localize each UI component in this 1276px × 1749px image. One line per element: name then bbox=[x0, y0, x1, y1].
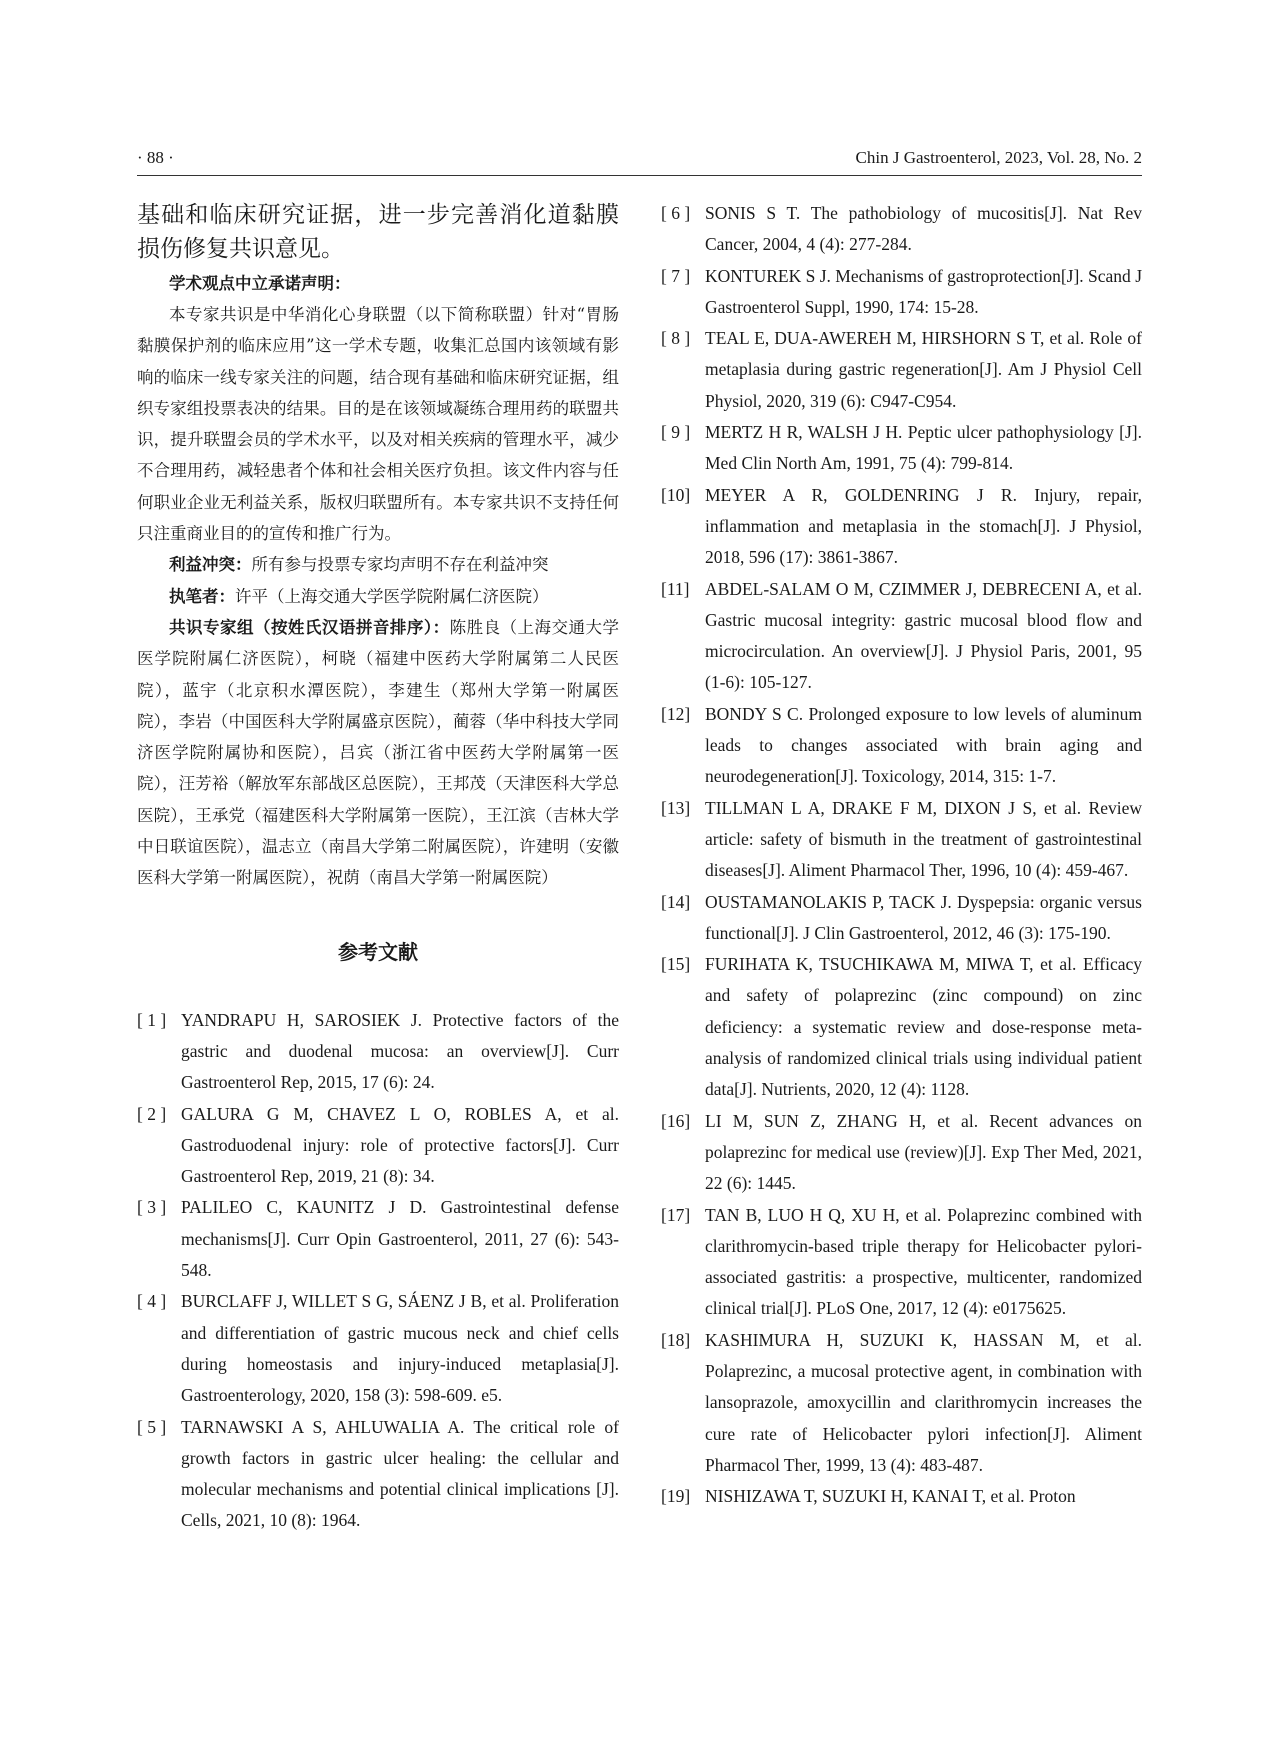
reference-item bbox=[661, 793, 1142, 887]
conflict-label: 利益冲突： bbox=[169, 555, 252, 575]
reference-text: TEAL E, DUA-AWEREH M, HIRSHORN S T, et al. Role of metaplasia during gastric regeneration[J]. Am J Physiol Cell Physiol, 2020, 319 (6): C947-C954. bbox=[705, 328, 1142, 411]
reference-number: [18] bbox=[661, 1329, 691, 1350]
reference-number: [ 2 ] bbox=[137, 1103, 167, 1124]
reference-number: [11] bbox=[661, 578, 690, 599]
left-column bbox=[137, 198, 619, 1537]
reference-item bbox=[661, 198, 1142, 261]
reference-text: TAN B, LUO H Q, XU H, et al. Polaprezinc combined with clarithromycin-based triple therapy for Helicobacter pylori-associated gastritis: a prospective, multicenter, randomized clinical trial[J]. PLoS One, 2017, 12 (4): e0175625. bbox=[705, 1204, 1142, 1319]
reference-text: MERTZ H R, WALSH J H. Peptic ulcer pathophysiology [J]. Med Clin North Am, 1991, 75 (4): 799-814. bbox=[705, 422, 1142, 474]
reference-number: [ 8 ] bbox=[661, 328, 691, 349]
reference-number: [ 4 ] bbox=[137, 1291, 167, 1312]
reference-number: [17] bbox=[661, 1204, 691, 1225]
panel-text: 陈胜良（上海交通大学医学院附属仁济医院），柯晓（福建中医药大学附属第二人民医院），蓝宇（北京积水潭医院），李建生（郑州大学第一附属医院），李岩（中国医科大学附属盛京医院），蔺蓉（华中科技大学同济医学院附属协和医院），吕宾（浙江省中医药大学附属第一医院），汪芳裕（解放军东部战区总医院），王邦茂（天津医科大学总医院），王承党（福建医科大学附属第一医院），王江滨（吉林大学中日联谊医院），温志立（南昌大学第二附属医院），许建明（安徽医科大学第一附属医院），祝荫（南昌大学第一附属医院） bbox=[137, 617, 620, 888]
reference-item bbox=[137, 1192, 619, 1286]
reference-number: [10] bbox=[661, 484, 691, 505]
reference-text: NISHIZAWA T, SUZUKI H, KANAI T, et al. Proton bbox=[705, 1486, 1076, 1507]
author-line bbox=[137, 581, 619, 612]
reference-item bbox=[661, 480, 1142, 574]
reference-number: [ 5 ] bbox=[137, 1416, 167, 1437]
reference-number: [13] bbox=[661, 797, 691, 818]
reference-text: GALURA G M, CHAVEZ L O, ROBLES A, et al. Gastroduodenal injury: role of protective factors[J]. Curr Gastroenterol Rep, 2019, 21 (8): 34. bbox=[181, 1103, 619, 1187]
reference-item bbox=[137, 1286, 619, 1411]
reference-number: [ 3 ] bbox=[137, 1197, 167, 1218]
reference-item bbox=[661, 887, 1142, 950]
reference-item bbox=[661, 1481, 1142, 1512]
reference-item bbox=[137, 1099, 619, 1193]
reference-item bbox=[137, 1005, 619, 1099]
references-heading: 参考文献 bbox=[338, 939, 418, 964]
author-label: 执笔者： bbox=[169, 586, 235, 606]
reference-item bbox=[661, 323, 1142, 417]
statement-body: 本专家共识是中华消化心身联盟（以下简称联盟）针对“胃肠黏膜保护剂的临床应用”这一学术专题，收集汇总国内该领域有影响的临床一线专家关注的问题，结合现有基础和临床研究证据，组织专家组投票表决的结果。目的是在该领域凝练合理用药的联盟共识，提升联盟会员的学术水平，以及对相关疾病的管理水平，减少不合理用药，减轻患者个体和社会相关医疗负担。该文件内容与任何职业企业无利益关系，版权归联盟所有。本专家共识不支持任何只注重商业目的的宣传和推广行为。 bbox=[137, 305, 619, 544]
reference-text: TILLMAN L A, DRAKE F M, DIXON J S, et al. Review article: safety of bismuth in the treatment of gastrointestinal diseases[J]. Aliment Pharmacol Ther, 1996, 10 (4): 459-467. bbox=[705, 797, 1142, 881]
page-number: · 88 · bbox=[137, 148, 174, 167]
reference-text: YANDRAPU H, SAROSIEK J. Protective factors of the gastric and duodenal mucosa: an overview[J]. Curr Gastroenterol Rep, 2015, 17 (6): 24. bbox=[181, 1009, 619, 1093]
reference-item bbox=[661, 699, 1142, 793]
reference-item bbox=[137, 1412, 619, 1537]
reference-text: MEYER A R, GOLDENRING J R. Injury, repair, inflammation and metaplasia in the stomach[J]. J Physiol, 2018, 596 (17): 3861-3867. bbox=[705, 484, 1142, 568]
reference-number: [15] bbox=[661, 954, 691, 975]
reference-number: [12] bbox=[661, 703, 691, 724]
reference-number: [ 1 ] bbox=[137, 1009, 167, 1030]
reference-number: [ 6 ] bbox=[661, 203, 691, 223]
reference-number: [16] bbox=[661, 1110, 691, 1131]
reference-text: PALILEO C, KAUNITZ J D. Gastrointestinal defense mechanisms[J]. Curr Opin Gastroenterol, 2011, 27 (6): 543-548. bbox=[181, 1197, 619, 1281]
reference-number: [ 7 ] bbox=[661, 265, 691, 286]
panel-paragraph bbox=[137, 612, 619, 894]
reference-text: KONTUREK S J. Mechanisms of gastroprotection[J]. Scand J Gastroenterol Suppl, 1990, 174: 15-28. bbox=[705, 265, 1142, 317]
reference-item bbox=[661, 574, 1142, 699]
reference-item bbox=[661, 1106, 1142, 1200]
conflict-text: 所有参与投票专家均声明不存在利益冲突 bbox=[251, 555, 549, 575]
reference-item bbox=[661, 417, 1142, 480]
reference-text: SONIS S T. The pathobiology of mucositis[J]. Nat Rev Cancer, 2004, 4 (4): 277-284. bbox=[705, 203, 1142, 255]
reference-number: [14] bbox=[661, 891, 691, 912]
reference-item bbox=[661, 1325, 1142, 1481]
reference-text: BONDY S C. Prolonged exposure to low levels of aluminum leads to changes associated with brain aging and neurodegeneration[J]. Toxicology, 2014, 315: 1-7. bbox=[705, 703, 1142, 787]
header-rule bbox=[137, 175, 1142, 176]
reference-text: ABDEL-SALAM O M, CZIMMER J, DEBRECENI A, et al. Gastric mucosal integrity: gastric mucosal blood flow and microcirculation. An overview[J]. J Physiol Paris, 2001, 95 (1-6): 105-127. bbox=[705, 578, 1142, 693]
journal-citation: Chin J Gastroenterol, 2023, Vol. 28, No. 2 bbox=[855, 148, 1142, 167]
reference-number: [ 9 ] bbox=[661, 422, 691, 443]
reference-text: BURCLAFF J, WILLET S G, SÁENZ J B, et al. Proliferation and differentiation of gastric mucous neck and chief cells during homeostasis and injury-induced metaplasia[J]. Gastroenterology, 2020, 158 (3): 598-609. e5. bbox=[181, 1291, 619, 1406]
reference-number: [19] bbox=[661, 1486, 691, 1507]
lead-paragraph: 基础和临床研究证据，进一步完善消化道黏膜损伤修复共识意见。 bbox=[137, 202, 619, 262]
reference-text: LI M, SUN Z, ZHANG H, et al. Recent advances on polaprezinc for medical use (review)[J]. Exp Ther Med, 2021, 22 (6): 1445. bbox=[705, 1110, 1142, 1194]
right-column bbox=[661, 198, 1142, 1512]
panel-label: 共识专家组（按姓氏汉语拼音排序）： bbox=[169, 617, 450, 637]
reference-item bbox=[661, 261, 1142, 324]
reference-text: KASHIMURA H, SUZUKI K, HASSAN M, et al. Polaprezinc, a mucosal protective agent, in combination with lansoprazole, amoxycillin and clarithromycin increases the cure rate of Helicobacter pylori infection[J]. Aliment Pharmacol Ther, 1999, 13 (4): 483-487. bbox=[705, 1329, 1142, 1475]
reference-text: TARNAWSKI A S, AHLUWALIA A. The critical role of growth factors in gastric ulcer healing: the cellular and molecular mechanisms and potential clinical implications [J]. Cells, 2021, 10 (8): 1964. bbox=[181, 1416, 619, 1531]
reference-text: OUSTAMANOLAKIS P, TACK J. Dyspepsia: organic versus functional[J]. J Clin Gastroenterol, 2012, 46 (3): 175-190. bbox=[705, 891, 1142, 943]
reference-text: FURIHATA K, TSUCHIKAWA M, MIWA T, et al. Efficacy and safety of polaprezinc (zinc compound) on zinc deficiency: a systematic review and dose-response meta-analysis of randomized clinical trials using individual patient data[J]. Nutrients, 2020, 12 (4): 1128. bbox=[705, 954, 1142, 1100]
author-text: 许平（上海交通大学医学院附属仁济医院） bbox=[235, 586, 549, 606]
reference-item bbox=[661, 949, 1142, 1105]
reference-item bbox=[661, 1200, 1142, 1325]
statement-title: 学术观点中立承诺声明： bbox=[169, 274, 351, 293]
conflict-line bbox=[137, 549, 619, 580]
